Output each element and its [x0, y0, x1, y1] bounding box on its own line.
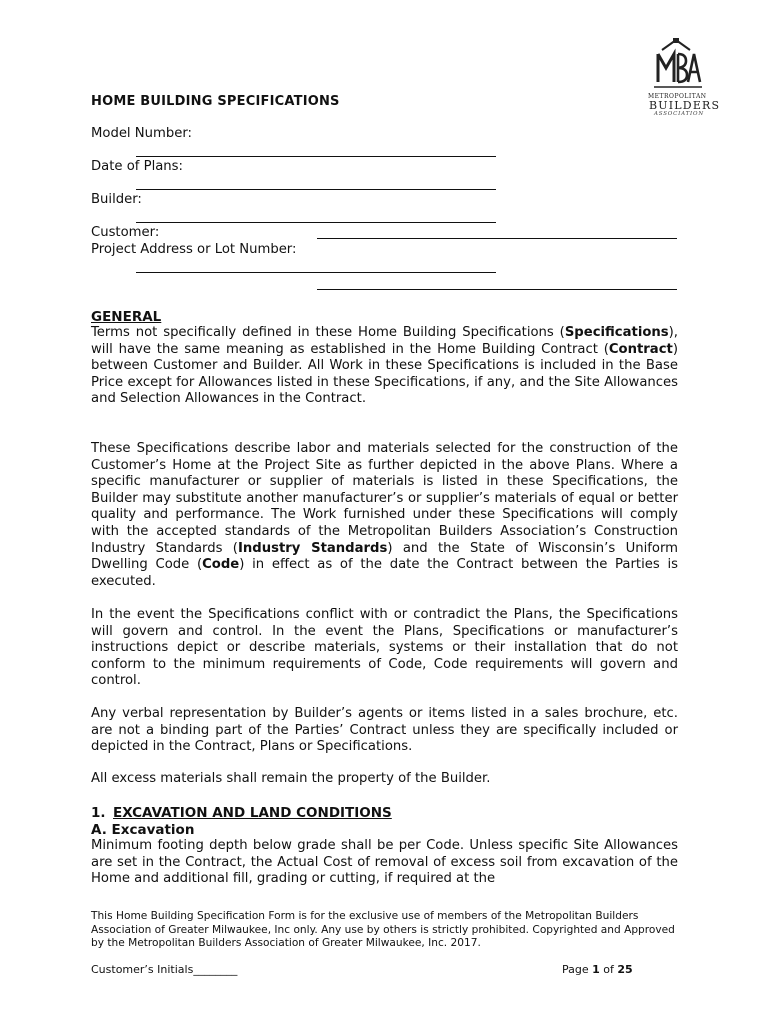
date-of-plans-label: Date of Plans: [91, 159, 183, 174]
general-paragraph-2: These Specifications describe labor and materials selected for the construction of the Customer’s Home at the Project Site as further depicted in the above Plans. Where a specific manufacturer or supplier of materials is listed in these Specifications, the Builder may substitute another manufacturer’s or supplier’s materials of equal or better quality and performance. The Work furnished under these Specifications will comply with the accepted standards of the Metropolitan Builders Association’s Construction Industry Standards (Industry Standards) and the State of Wisconsin’s Uniform Dwelling Code (Code) in effect as of the date the Contract between the Parties is executed. [91, 441, 678, 589]
customer-initials-field[interactable]: ________ [193, 963, 238, 976]
date-of-plans-field[interactable] [136, 189, 496, 190]
general-paragraph-3: In the event the Specifications conflict with or contradict the Plans, the Specifications will govern and control. In the event the Plans, Specifications or manufacturer’s instructions depict or describe materials, systems or their installation that do not conform to the minimum requirements of Code, Code requirements will govern and control. [91, 607, 678, 689]
customer-initials [91, 963, 237, 976]
customer-initials-label: Customer’s Initials [91, 963, 194, 976]
section-1a-paragraph: Minimum footing depth below grade shall be per Code. Unless specific Site Allowances are set in the Contract, the Actual Cost of removal of excess soil from excavation of the Home and additional fill, grading or cutting, if required at the [91, 838, 678, 887]
general-paragraph-4: Any verbal representation by Builder’s agents or items listed in a sales brochure, etc. are not a binding part of the Parties’ Contract unless they are specifically included or depicted in the Contract, Plans or Specifications. [91, 706, 678, 755]
logo-line-3: ASSOCIATION [654, 111, 704, 117]
page-total: 25 [617, 963, 633, 976]
page-current: 1 [592, 963, 600, 976]
logo-line-1: METROPOLITAN [648, 93, 707, 100]
general-paragraph-1: Terms not specifically defined in these Home Building Specifications (Specifications), will have the same meaning as established in the Home Building Contract (Contract) between Customer and Builder. All Work in these Specifications is included in the Base Price except for Allowances listed in these Specifications, if any, and the Site Allowances and Selection Allowances in the Contract. [91, 325, 678, 407]
section-1-heading: EXCAVATION AND LAND CONDITIONS [113, 805, 392, 821]
customer-field[interactable] [317, 238, 677, 239]
builder-field[interactable] [136, 222, 496, 223]
general-paragraph-5: All excess materials shall remain the property of the Builder. [91, 771, 491, 786]
footer-notice: This Home Building Specification Form is for the exclusive use of members of the Metropolitan Builders Association of Greater Milwaukee, Inc only. Any use by others is strictly prohibited. Copyrighted and Approved by the Metropolitan Builders Association of Greater Milwaukee, Inc. 2017. [91, 910, 675, 949]
customer-label: Customer: [91, 225, 160, 240]
model-number-field[interactable] [136, 156, 496, 157]
project-address-label: Project Address or Lot Number: [91, 242, 297, 257]
project-address-field-2[interactable] [317, 289, 677, 290]
model-number-label: Model Number: [91, 126, 192, 141]
logo-line-2: BUILDERS [649, 99, 721, 112]
project-address-field[interactable] [136, 272, 496, 273]
page-title: HOME BUILDING SPECIFICATIONS [91, 94, 340, 109]
page-number: Page 1 of 25 [562, 963, 633, 976]
section-1-number: 1. [91, 805, 106, 821]
section-1a-heading: A. Excavation [91, 822, 195, 838]
general-heading: GENERAL [91, 309, 162, 325]
builder-label: Builder: [91, 192, 142, 207]
